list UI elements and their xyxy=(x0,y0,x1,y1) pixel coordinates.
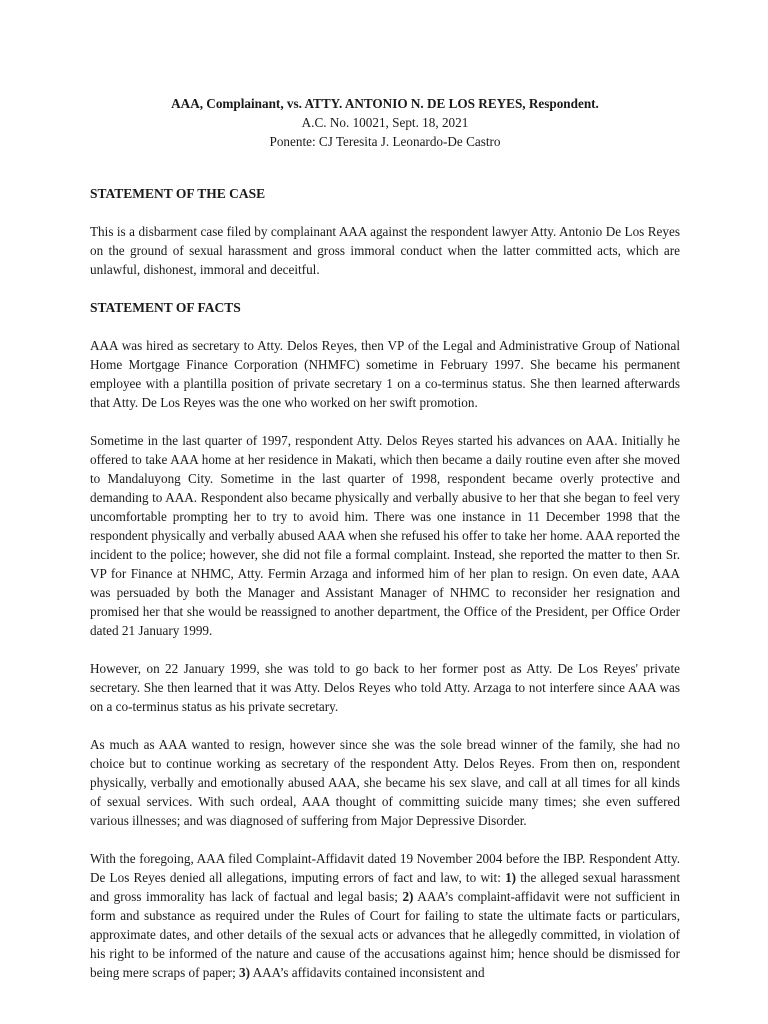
p5-item-3-marker: 3) xyxy=(239,965,251,980)
facts-paragraph-2: Sometime in the last quarter of 1997, respondent Atty. Delos Reyes started his advances on AAA. Initially he offered to take AAA home at her residence in Makati, which then became a daily routine even after she moved to Mandaluyong City. Sometime in the last quarter of 1998, respondent became overly protective and demanding to AAA. Respondent also became physically and verbally abusive to her that she began to feel very uncomfortable prompting her to try to avoid him. There was one instance in 11 December 1998 that the respondent physically and verbally abused AAA when she refused his offer to take her home. AAA reported the incident to the police; however, she did not file a formal complaint. Instead, she reported the matter to then Sr. VP for Finance at NHMC, Atty. Fermin Arzaga and informed him of her plan to resign. On even date, AAA was persuaded by both the Manager and Assistant Manager of NHMC to reconsider her resignation and promised her that she would be reassigned to another department, the Office of the President, per Office Order dated 21 January 1999. xyxy=(90,433,680,638)
section-heading-case: STATEMENT OF THE CASE xyxy=(90,186,266,201)
p5-text-c: AAA’s complaint-affidavit were not sufficient in form and substance as required under the Rules of Court for failing to state the ultimate facts or particulars, approximate dates, and other details of the sexual acts or advances that he allegedly committed, in violation of his right to be informed of the nature and cause of the accusations against him; hence should be dismissed for being mere scraps of paper; xyxy=(90,889,680,980)
p5-text-a: With the foregoing, AAA filed Complaint-Affidavit dated 19 November 2004 before the IBP. Respondent Atty. De Los Reyes denied all allegations, imputing errors of fact and law, to wit: xyxy=(90,851,680,885)
case-header xyxy=(90,94,680,151)
p5-item-1-marker: 1) xyxy=(505,870,517,885)
ponente: Ponente: CJ Teresita J. Leonardo-De Castro xyxy=(269,134,501,149)
case-statement-paragraph: This is a disbarment case filed by complainant AAA against the respondent lawyer Atty. Antonio De Los Reyes on the ground of sexual harassment and gross immoral conduct when the latter committed acts, which are unlawful, dishonest, immoral and deceitful. xyxy=(90,224,680,277)
facts-paragraph-4: As much as AAA wanted to resign, however since she was the sole bread winner of the family, she had no choice but to continue working as secretary of the respondent Atty. Delos Reyes. From then on, respondent physically, verbally and emotionally abused AAA, she became his sex slave, and call at all times for all kinds of sexual services. With such ordeal, AAA thought of committing suicide many times; she even suffered various illnesses; and was diagnosed of suffering from Major Depressive Disorder. xyxy=(90,737,680,828)
p5-text-d: AAA’s affidavits contained inconsistent and xyxy=(250,965,485,980)
facts-paragraph-5 xyxy=(90,849,680,982)
p5-item-2-marker: 2) xyxy=(402,889,414,904)
case-number: A.C. No. 10021, Sept. 18, 2021 xyxy=(301,115,469,130)
section-heading-facts: STATEMENT OF FACTS xyxy=(90,300,241,315)
facts-paragraph-1: AAA was hired as secretary to Atty. Delos Reyes, then VP of the Legal and Administrative Group of National Home Mortgage Finance Corporation (NHMFC) sometime in February 1997. She became his permanent employee with a plantilla position of private secretary 1 on a co-terminus status. She then learned afterwards that Atty. De Los Reyes was the one who worked on her swift promotion. xyxy=(90,338,680,410)
case-title: AAA, Complainant, vs. ATTY. ANTONIO N. DE LOS REYES, Respondent. xyxy=(171,96,599,111)
facts-paragraph-3: However, on 22 January 1999, she was told to go back to her former post as Atty. De Los Reyes' private secretary. She then learned that it was Atty. Delos Reyes who told Atty. Arzaga to not interfere since AAA was on a co-terminus status as his private secretary. xyxy=(90,661,680,714)
p5-text-b: the alleged sexual harassment and gross immorality has lack of factual and legal basis; xyxy=(90,870,680,904)
